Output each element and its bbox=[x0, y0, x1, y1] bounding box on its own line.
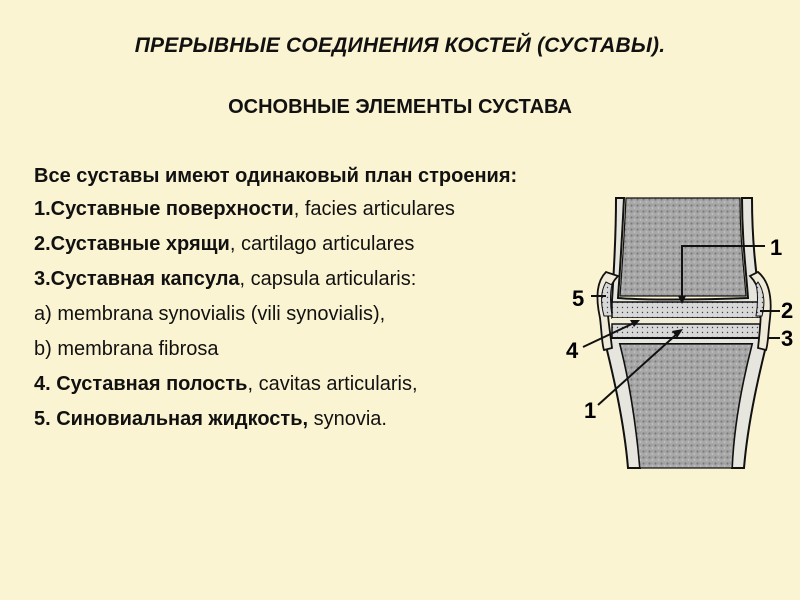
label-3: 3 bbox=[781, 326, 794, 351]
item-latin: а) membrana synovialis (vili synovialis), bbox=[34, 303, 386, 325]
label-4: 4 bbox=[566, 338, 579, 363]
item-latin: b) membrana fibrosa bbox=[34, 338, 219, 360]
item-latin: synovia. bbox=[308, 408, 387, 430]
lower-bone-spongy bbox=[620, 344, 752, 468]
label-1-top: 1 bbox=[770, 235, 783, 260]
synovial-pocket-left bbox=[602, 282, 612, 316]
item-term: 3.Суставная капсула bbox=[34, 268, 240, 290]
item-term: 4. Суставная полость bbox=[34, 373, 248, 395]
label-2: 2 bbox=[781, 298, 794, 323]
label-1-bottom: 1 bbox=[584, 398, 597, 423]
slide-title: ПРЕРЫВНЫЕ СОЕДИНЕНИЯ КОСТЕЙ (СУСТАВЫ). bbox=[134, 34, 666, 57]
label-5: 5 bbox=[572, 286, 585, 311]
item-latin: , cavitas articularis, bbox=[247, 373, 418, 395]
slide-subtitle: ОСНОВНЫЕ ЭЛЕМЕНТЫ СУСТАВА bbox=[228, 96, 572, 118]
item-term: 2.Суставные хрящи bbox=[34, 233, 230, 255]
item-term: 1.Суставные поверхности bbox=[34, 198, 294, 220]
item-latin: , facies articulares bbox=[293, 198, 455, 220]
upper-cartilage bbox=[612, 302, 760, 318]
item-latin: , capsula articularis: bbox=[239, 268, 417, 290]
item-latin: , cartilago articulares bbox=[229, 233, 415, 255]
item-term: 5. Синовиальная жидкость, bbox=[34, 408, 309, 430]
intro-text: Все суставы имеют одинаковый план строения: bbox=[34, 165, 518, 187]
